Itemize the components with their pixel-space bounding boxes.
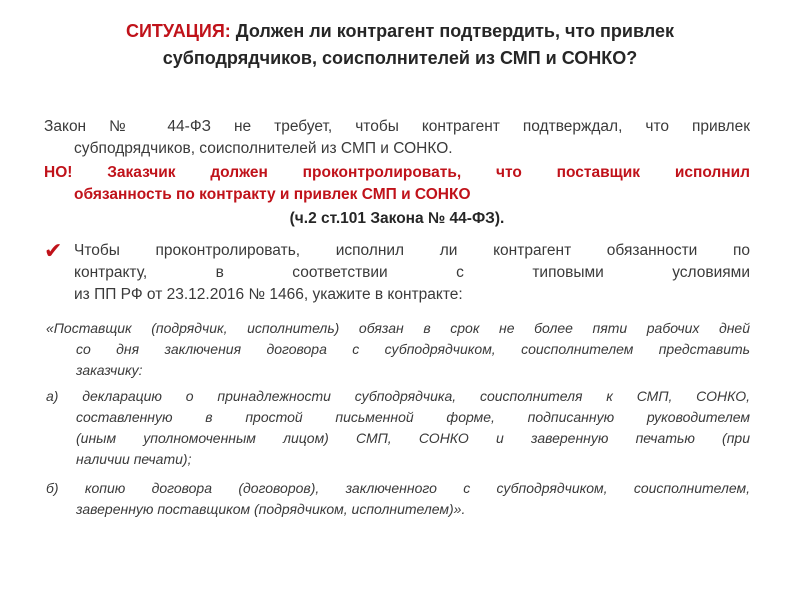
check-paragraph: [74, 240, 750, 306]
but-line1: НО! Заказчик должен проконтролировать, что поставщик исполнил: [44, 164, 750, 181]
but-line2: обязанность по контракту и привлек СМП и СОНКО: [74, 186, 471, 203]
quote-intro-line2: со дня заключения договора с субподрядчиком, соисполнителем представить: [76, 341, 750, 357]
checkmark-icon: ✔: [44, 238, 63, 263]
title-prefix: СИТУАЦИЯ:: [125, 21, 231, 41]
title-line2: субподрядчиков, соисполнителей из СМП и СОНКО?: [162, 48, 638, 68]
check-line2: контракту, в соответствии с типовыми условиями: [74, 264, 750, 281]
quote-intro-line1: «Поставщик (подрядчик, исполнитель) обязан в срок не более пяти рабочих дней: [46, 320, 750, 336]
law-line2: субподрядчиков, соисполнителей из СМП и СОНКО.: [74, 140, 453, 157]
quote-item-b: [46, 478, 750, 520]
law-paragraph: [44, 116, 750, 160]
quote-a-line3: (иным уполномоченным лицом) СМП, СОНКО и заверенную печатью (при: [76, 430, 750, 446]
quote-intro-line3: заказчику:: [76, 362, 143, 378]
quote-a-line2: составленную в простой письменной форме, подписанную руководителем: [76, 409, 750, 425]
quote-a-line1: а) декларацию о принадлежности субподрядчика, соисполнителя к СМП, СОНКО,: [46, 388, 750, 404]
slide-title: [40, 18, 760, 72]
quote-intro: [46, 318, 750, 381]
check-line3: из ПП РФ от 23.12.2016 № 1466, укажите в контракте:: [74, 286, 463, 303]
quote-b-line2: заверенную поставщиком (подрядчиком, исполнителем)».: [76, 501, 466, 517]
quote-item-a: [46, 386, 750, 470]
quote-a-line4: наличии печати);: [76, 451, 192, 467]
law-reference: (ч.2 ст.101 Закона № 44-ФЗ).: [289, 210, 505, 227]
quote-b-line1: б) копию договора (договоров), заключенного с субподрядчиком, соисполнителем,: [46, 480, 750, 496]
check-line1: Чтобы проконтролировать, исполнил ли контрагент обязанности по: [74, 242, 750, 259]
law-line1: Закон № 44-ФЗ не требует, чтобы контрагент подтверждал, что привлек: [44, 118, 750, 135]
but-paragraph: [44, 162, 750, 206]
title-line1: Должен ли контрагент подтвердить, что привлек: [235, 21, 675, 41]
